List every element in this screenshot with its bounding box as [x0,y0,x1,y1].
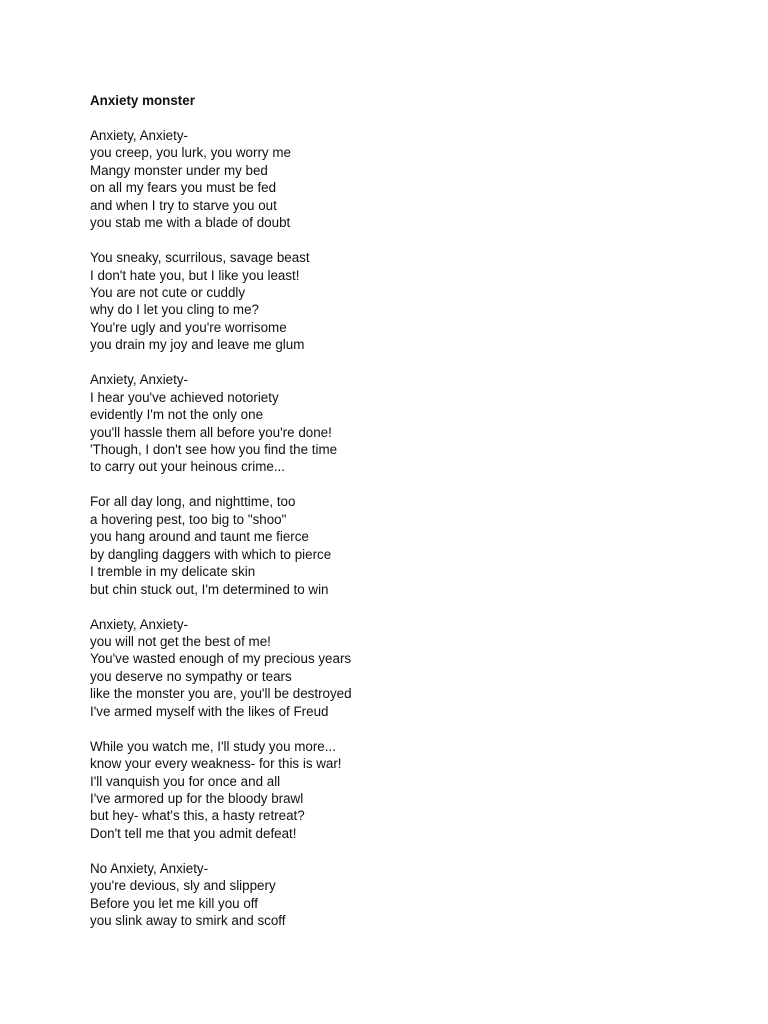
poem-line: a hovering pest, too big to "shoo" [90,511,287,527]
poem-line: to carry out your heinous crime... [90,459,285,475]
poem-line: Before you let me kill you off [90,895,258,911]
poem-line: you will not get the best of me! [90,633,271,649]
poem-line: You sneaky, scurrilous, savage beast [90,250,310,266]
poem-line: know your every weakness- for this is war! [90,756,342,772]
poem-line: like the monster you are, you'll be destroyed [90,686,352,702]
poem-line: on all my fears you must be fed [90,180,277,196]
poem-line: Mangy monster under my bed [90,162,268,178]
stanza [90,616,690,721]
poem-line: and when I try to starve you out [90,197,277,213]
poem-line: I hear you've achieved notoriety [90,389,279,405]
poem-line: I've armed myself with the likes of Freud [90,703,329,719]
poem-line: You've wasted enough of my precious years [90,651,352,667]
poem-line: No Anxiety, Anxiety- [90,860,209,876]
stanza [90,127,690,232]
poem-body [90,127,690,930]
poem-line: by dangling daggers with which to pierce [90,546,332,562]
poem-line: why do I let you cling to me? [90,302,259,318]
poem-line: Anxiety, Anxiety- [90,616,188,632]
stanza [90,249,690,354]
poem-line: Anxiety, Anxiety- [90,127,188,143]
poem-line: evidently I'm not the only one [90,407,264,423]
poem-line: You are not cute or cuddly [90,284,246,300]
poem-line: For all day long, and nighttime, too [90,494,296,510]
poem-title: Anxiety monster [90,93,195,108]
stanza [90,371,690,476]
poem-line: I tremble in my delicate skin [90,564,256,580]
poem-line: but chin stuck out, I'm determined to win [90,581,329,597]
poem [90,92,690,930]
poem-line: you deserve no sympathy or tears [90,668,292,684]
poem-line: Anxiety, Anxiety- [90,372,188,388]
poem-line: While you watch me, I'll study you more... [90,738,336,754]
poem-line: you drain my joy and leave me glum [90,337,305,353]
poem-line: I'll vanquish you for once and all [90,773,281,789]
poem-line: you hang around and taunt me fierce [90,529,309,545]
poem-line: You're ugly and you're worrisome [90,319,287,335]
stanza [90,860,690,930]
poem-line: 'Though, I don't see how you find the time [90,442,338,458]
poem-line: I've armored up for the bloody brawl [90,791,304,807]
poem-line: you're devious, sly and slippery [90,878,276,894]
poem-line: I don't hate you, but I like you least! [90,267,300,283]
poem-line: you'll hassle them all before you're done! [90,424,332,440]
poem-line: you creep, you lurk, you worry me [90,145,291,161]
poem-line: Don't tell me that you admit defeat! [90,825,297,841]
poem-line: but hey- what's this, a hasty retreat? [90,808,305,824]
stanza [90,738,690,843]
poem-line: you slink away to smirk and scoff [90,913,286,929]
poem-line: you stab me with a blade of doubt [90,215,291,231]
stanza [90,493,690,598]
